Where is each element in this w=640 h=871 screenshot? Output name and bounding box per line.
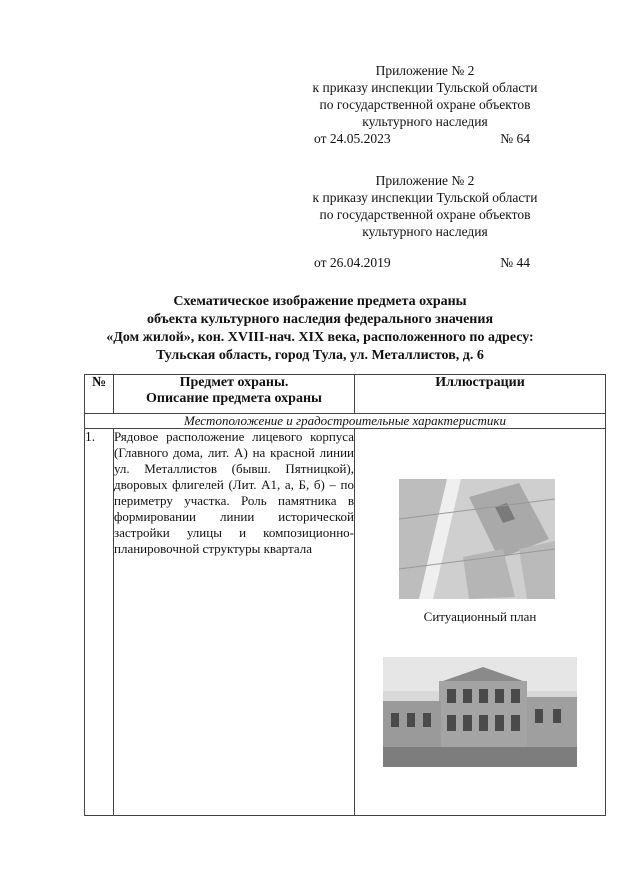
situation-plan-image [399,479,555,599]
row-description: Рядовое расположение лицевого корпуса (Главного дома, лит. А) на красной линии ул. Металлистов (бывш. Пятницкой), дворовых флигелей (Лит. А1, а, Б, б) – по периметру участка. Роль памятника в формировании линии исторической застройки улицы и композиционно-планировочной структуры квартала [114,429,355,816]
header-subject-line: Описание предмета охраны [146,391,322,406]
situation-plan-caption: Ситуационный план [423,609,537,624]
map-graphic [399,479,555,599]
annex-number: № 64 [500,131,530,146]
building-photo [383,657,577,767]
row-number: 1. [85,429,114,816]
annex-title: Приложение № 2 [375,63,475,78]
annex-dateline [300,254,550,271]
annex-line: культурного наследия [362,224,488,239]
title-line: «Дом жилой», кон. XVIII-нач. XIX века, расположенного по адресу: [106,330,534,345]
annex-line: к приказу инспекции Тульской области [312,80,538,95]
annex-dateline [300,130,550,147]
protection-table [84,374,606,816]
header-subject [114,375,355,414]
annex-line: по государственной охране объектов [319,207,531,222]
annex-current [300,62,550,147]
table-row [85,429,606,816]
header-illustrations: Иллюстрации [355,375,606,414]
section-heading: Местоположение и градостроительные характеристики [85,414,606,429]
annex-previous [300,172,550,271]
row-illustrations [355,429,606,816]
header-num: № [85,375,114,414]
building-graphic [383,657,577,767]
annex-title: Приложение № 2 [375,173,475,188]
title-line: Схематическое изображение предмета охраны [173,294,467,309]
title-line: объекта культурного наследия федерального значения [146,312,494,327]
title-line: Тульская область, город Тула, ул. Металлистов, д. 6 [156,348,484,363]
annex-date: от 26.04.2019 [314,255,391,270]
header-subject-line: Предмет охраны. [179,375,289,390]
annex-number: № 44 [500,255,530,270]
table-header-row [85,375,606,414]
section-row [85,414,606,429]
annex-line: к приказу инспекции Тульской области [312,190,538,205]
annex-line: культурного наследия [362,114,488,129]
annex-line: по государственной охране объектов [319,97,531,112]
annex-date: от 24.05.2023 [314,131,391,146]
document-title [80,293,560,365]
